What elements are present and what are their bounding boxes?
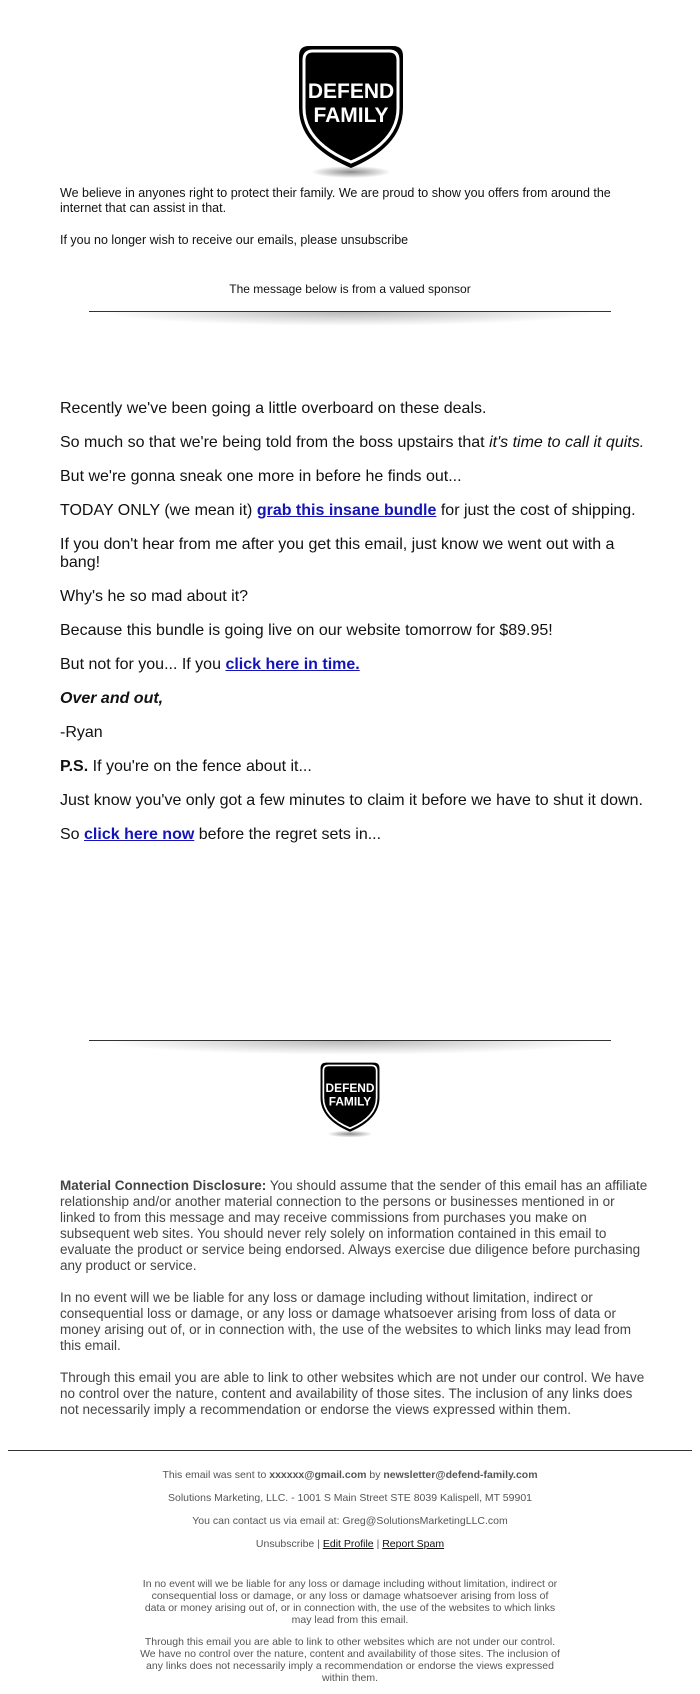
shield-logo-icon [291, 42, 411, 182]
logo-text-line1: DEFEND [307, 80, 395, 103]
liability-text: In no event will we be liable for any loss or damage including without limitation, indirect or consequential loss or damage, or any loss or damage whatsoever arising from loss of data or money arising out of, or in connection with, the use of the websites to which links may lead from this email. [60, 1290, 632, 1353]
small-logo-text-line1: DEFEND [325, 1081, 375, 1096]
signoff: Over and out, [60, 690, 164, 707]
unsubscribe-prefix: If you no longer wish to receive our emails, please [60, 233, 338, 247]
footer-links: Unsubscribe | Edit Profile | Report Spam [255, 1538, 445, 1550]
footer-legal-liability: In no event will we be liable for any loss or damage including without limitation, indirect or consequential loss or damage, or any loss or damage whatsoever arising from loss of data or money arising out of, or in connection with, the use of the websites to which links may lead from this email. [142, 1578, 558, 1626]
shield-logo-small-icon [316, 1060, 384, 1140]
message-paragraph: If you don't hear from me after you get this email, just know we went out with a bang! [60, 536, 615, 571]
bottom-divider-shadow [100, 1041, 600, 1055]
grab-bundle-link[interactable]: grab this insane bundle [256, 502, 437, 519]
message-paragraph: Because this bundle is going live on our website tomorrow for $89.95! [60, 622, 553, 639]
message-paragraph: TODAY ONLY (we mean it) grab this insane bundle for just the cost of shipping. [60, 502, 636, 519]
message-paragraph: Just know you've only got a few minutes to claim it before we have to shut it down. [60, 792, 643, 809]
unsubscribe-link[interactable]: unsubscribe [340, 233, 409, 247]
external-links-text: Through this email you are able to link to other websites which are not under our control. We have no control over the nature, content and availability of those sites. The inclusion of any links does not necessarily imply a recommendation or endorse the views expressed within them. [60, 1370, 645, 1417]
intro-text: We believe in anyones right to protect their family. We are proud to show you offers from around the internet that can assist in that. [60, 186, 611, 215]
footer-unsubscribe-link[interactable]: Unsubscribe [255, 1538, 315, 1550]
postscript: P.S. If you're on the fence about it... [60, 758, 312, 775]
footer-legal-links: Through this email you are able to link to other websites which are not under our control. We have no control over the nature, content and availability of those sites. The inclusion of any links does not necessarily imply a recommendation or endorse the views expressed within them. [140, 1636, 560, 1684]
message-paragraph: So much so that we're being told from the boss upstairs that it's time to call it quits. [60, 434, 645, 451]
company-address: Solutions Marketing, LLC. - 1001 S Main Street STE 8039 Kalispell, MT 59901 [168, 1492, 532, 1504]
footer-legal [140, 1578, 560, 1684]
unsubscribe-line [60, 233, 408, 247]
disclosure-section [60, 1178, 650, 1434]
footer-rule [8, 1450, 692, 1451]
message-body [60, 400, 650, 860]
message-paragraph: So click here now before the regret sets in... [60, 826, 382, 843]
emphasis-text: it's time to call it quits. [489, 434, 645, 451]
logo-text-line2: FAMILY [313, 104, 389, 127]
footer [0, 1468, 700, 1694]
top-divider-shadow [100, 312, 600, 326]
edit-profile-link[interactable]: Edit Profile [322, 1538, 374, 1550]
material-disclosure: Material Connection Disclosure: You should assume that the sender of this email has an affiliate relationship and/or another material connection to the persons or businesses mentioned in or linked to from this message and may receive commissions from purchases you make on subsequent web sites. You should never rely solely on information contained in this email to evaluate the product or service being endorsed. Always exercise due diligence before purchasing any product or service. [60, 1178, 648, 1273]
report-spam-link[interactable]: Report Spam [382, 1538, 445, 1550]
defend-family-logo [291, 42, 411, 182]
contact-line: You can contact us via email at: Greg@SolutionsMarketingLLC.com [192, 1515, 508, 1527]
disclosure-label: Material Connection Disclosure: [60, 1178, 267, 1193]
sponsor-note: The message below is from a valued sponsor [229, 282, 471, 296]
message-paragraph: But not for you... If you click here in time. [60, 656, 360, 673]
sent-to-line: This email was sent to xxxxxx@gmail.com by newsletter@defend-family.com [162, 1469, 538, 1481]
click-here-now-link[interactable]: click here now [84, 826, 195, 843]
message-paragraph: Why's he so mad about it? [60, 588, 249, 605]
signature: -Ryan [60, 724, 103, 741]
click-here-in-time-link[interactable]: click here in time. [225, 656, 360, 673]
small-logo-text-line2: FAMILY [328, 1094, 372, 1109]
defend-family-small-logo [316, 1060, 384, 1140]
message-paragraph: But we're gonna sneak one more in before he finds out... [60, 468, 462, 485]
message-paragraph: Recently we've been going a little overboard on these deals. [60, 400, 487, 417]
recipient-email: xxxxxx@gmail.com [269, 1469, 367, 1481]
sender-email: newsletter@defend-family.com [383, 1469, 538, 1481]
